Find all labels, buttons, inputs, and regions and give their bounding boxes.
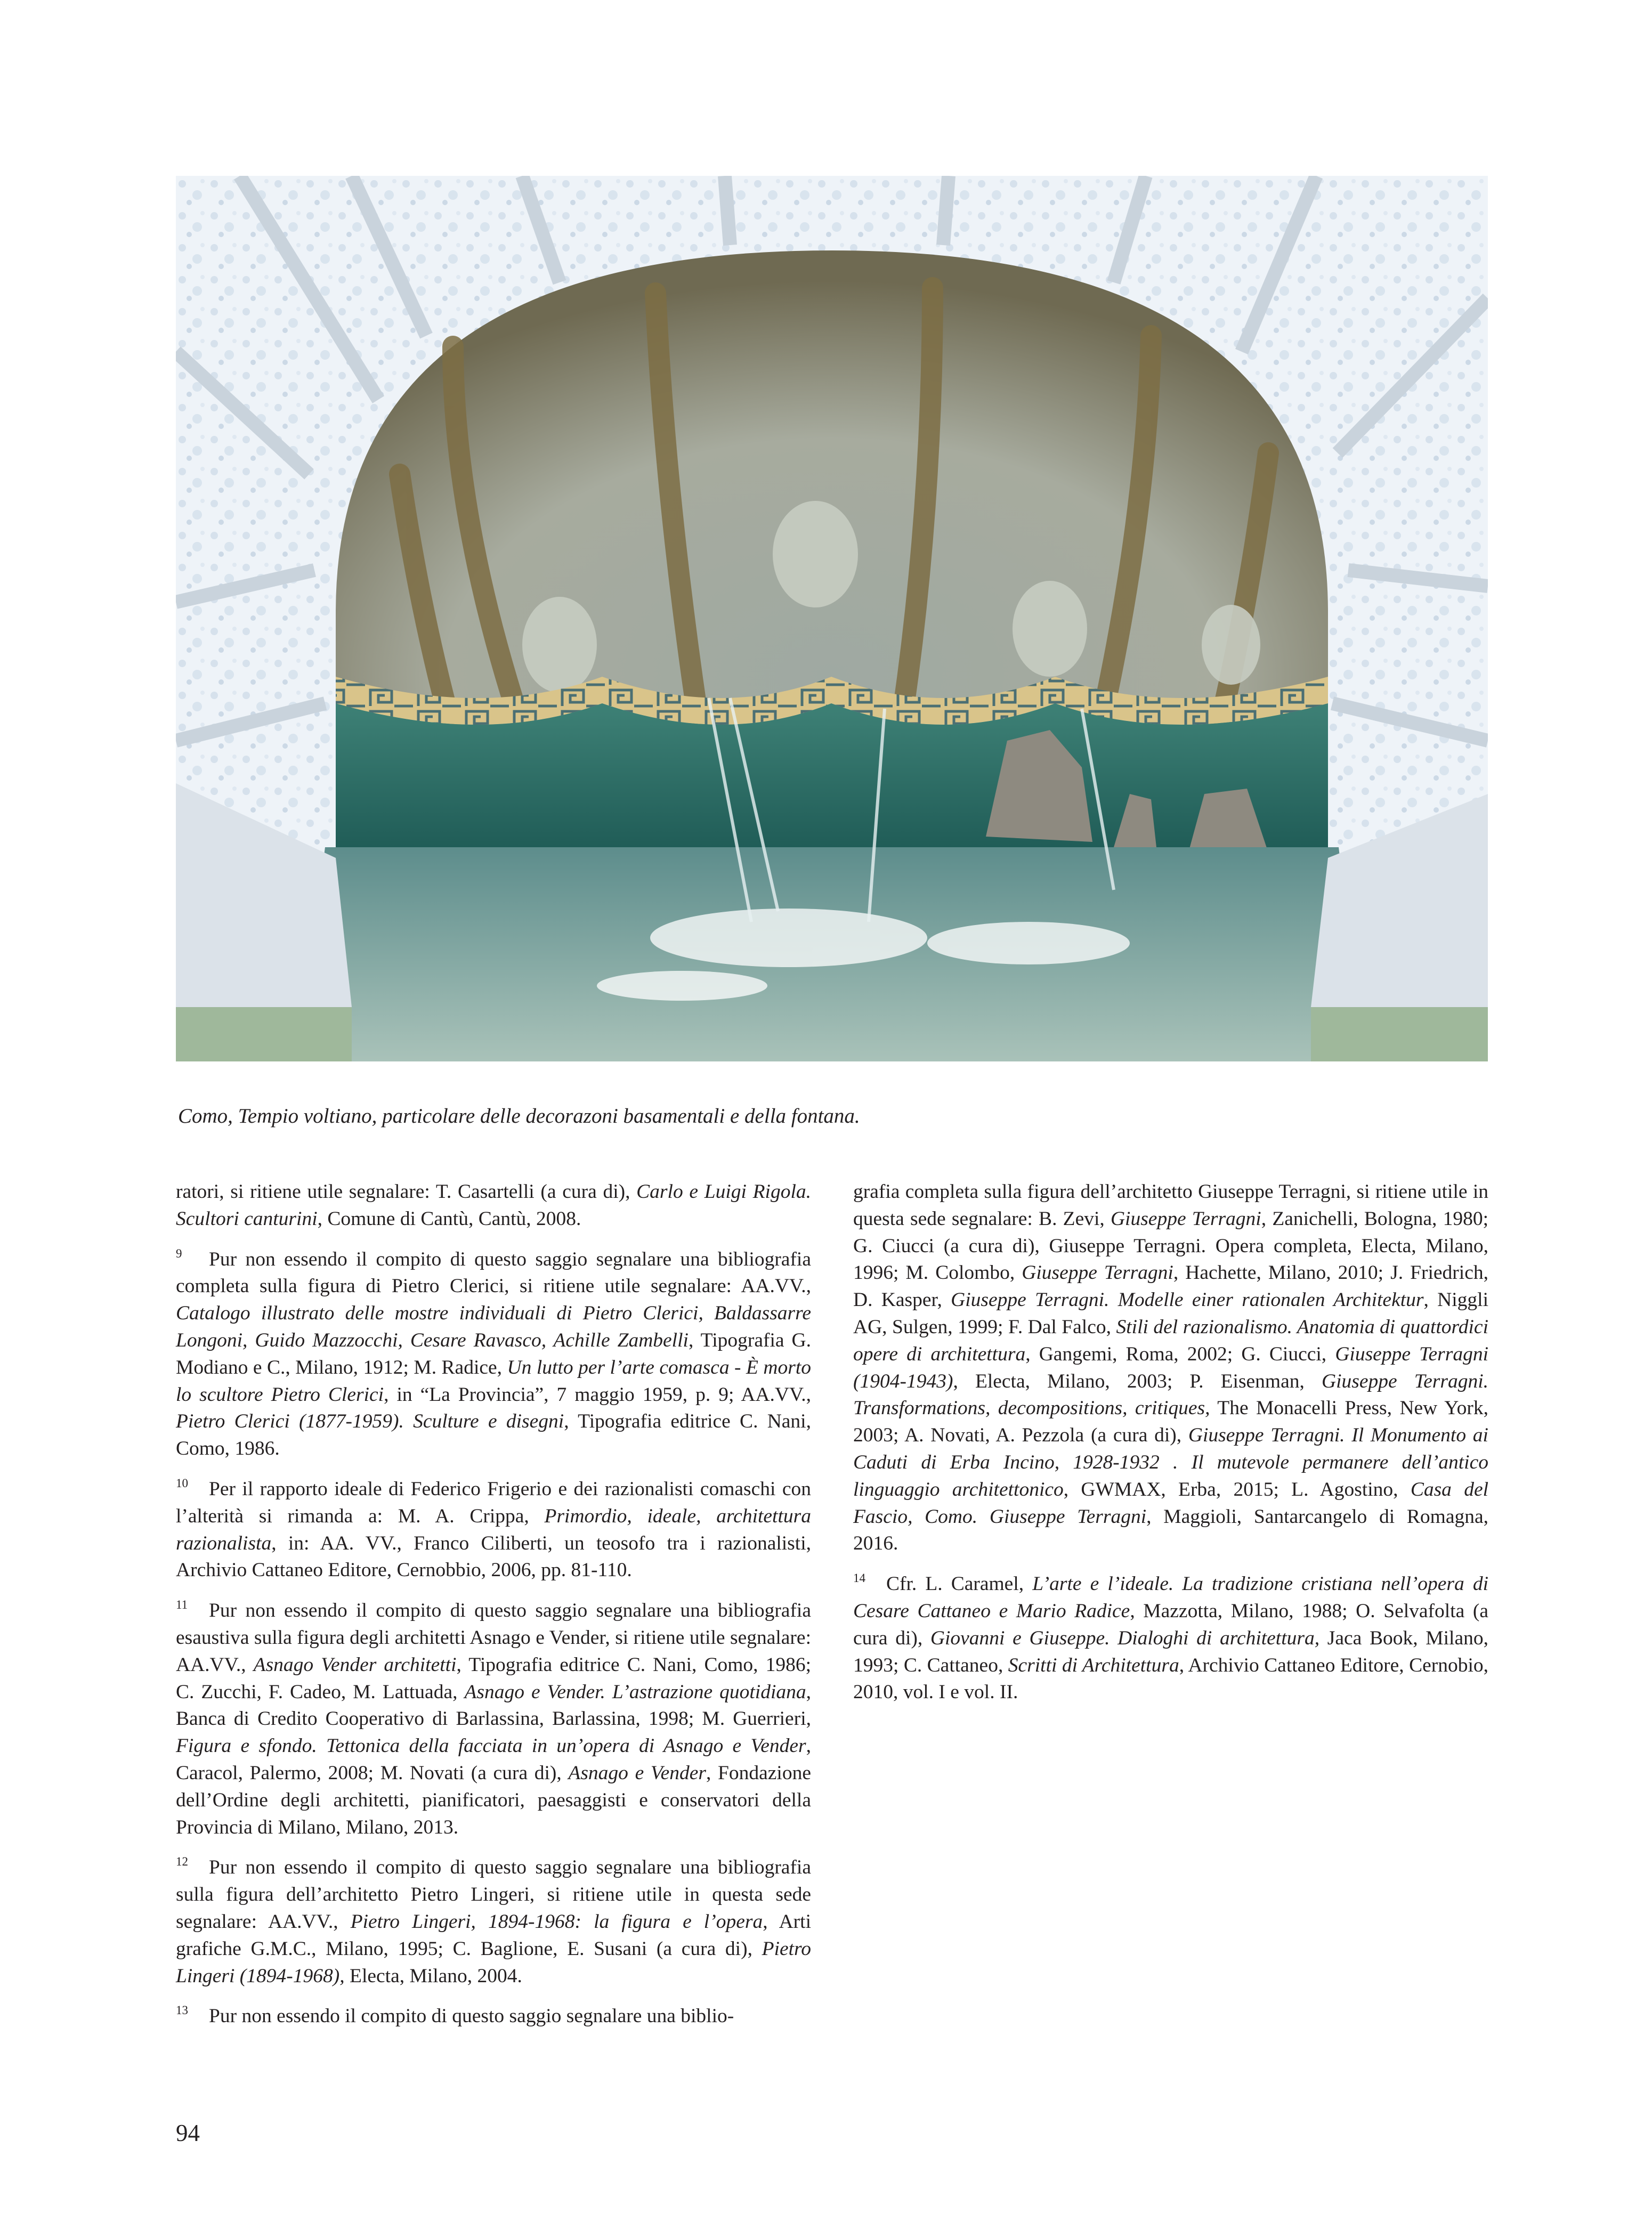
italic-text: Carlo e Luigi Rigola. Scultori canturini bbox=[176, 1181, 811, 1230]
text-run: The Monacelli Press, New York, 2003; A. Novati, A. Pezzola (a cura di), bbox=[853, 1397, 1488, 1447]
text-run: , Tipografia G. Modiano e C., Milano, 1912; M. Radice, bbox=[176, 1329, 811, 1378]
italic-text: Catalogo illustrato delle mostre individuali di Pietro Clerici, Baldassarre Longoni, Guido Mazzocchi, Cesare Ravasco, Achille Zambelli bbox=[176, 1302, 811, 1351]
italic-text: Giuseppe Terragni bbox=[1110, 1207, 1261, 1230]
text-run: Pur non essendo il compito di questo saggio segnalare una biblio- bbox=[209, 2005, 734, 2028]
text-run: Pur non essendo il compito di questo saggio segnalare una bibliografia sulla figura dell’architetto Pietro Lingeri, si ritiene utile in questa sede segnalare: AA.VV., bbox=[176, 1856, 811, 1933]
footnote-number: 12 bbox=[176, 1855, 188, 1869]
figure-caption: Como, Tempio voltiano, particolare delle decorazoni basamentali e della fontana. bbox=[178, 1105, 860, 1128]
footnote bbox=[853, 1565, 1488, 1706]
text-run: , Hachette, Milano, 2010; J. Friedrich, D. Kasper, bbox=[853, 1262, 1488, 1311]
text-run: , Mazzotta, Milano, 1988; O. Selvafolta (a cura di), bbox=[853, 1600, 1488, 1649]
text-run: , Banca di Credito Cooperativo di Barlassina, Barlassina, 1998; M. Guerrieri, bbox=[176, 1681, 811, 1730]
italic-text: Stili del razionalismo. Anatomia di quattordici opere di architettura bbox=[853, 1316, 1488, 1365]
left-column bbox=[176, 1179, 811, 2038]
fountain-illustration bbox=[176, 176, 1488, 1061]
text-run: , Zanichelli, Bologna, 1980; G. Ciucci (a cura di), Giuseppe Terragni. Opera completa, Electa, Milano, 1996; M. Colombo, bbox=[853, 1207, 1488, 1284]
text-run: , Tipografia editrice C. Nani, Como, 1986. bbox=[176, 1410, 811, 1460]
footnote bbox=[176, 1848, 811, 1990]
text-run: Per il rapporto ideale di Federico Frigerio e dei razionalisti comaschi con l’alterità si rimanda a: M. A. Crippa, bbox=[176, 1478, 811, 1527]
text-run: , Arti grafiche G.M.C., Milano, 1995; C. Baglione, E. Susani (a cura di), bbox=[176, 1910, 811, 1960]
footnote bbox=[176, 1470, 811, 1584]
footnote bbox=[176, 1997, 811, 2030]
italic-text: Casa del Fascio, Como. Giuseppe Terragni bbox=[853, 1478, 1489, 1528]
page-number: 94 bbox=[176, 2120, 200, 2146]
text-run: , Tipografia editrice C. Nani, Como, 1986; C. Zucchi, F. Cadeo, M. Lattuada, bbox=[176, 1653, 811, 1703]
right-column bbox=[853, 1179, 1488, 1714]
text-run: , Caracol, Palermo, 2008; M. Novati (a cura di), bbox=[176, 1735, 811, 1784]
italic-text: L’arte e l’ideale. La tradizione cristiana nell’opera di Cesare Cattaneo e Mario Radice bbox=[853, 1573, 1488, 1622]
italic-text: Pietro Lingeri, 1894-1968: la figura e l’opera bbox=[350, 1910, 763, 1933]
italic-text: Pietro Clerici (1877-1959). Sculture e disegni bbox=[176, 1410, 564, 1433]
text-run: grafia completa sulla figura dell’architetto Giuseppe Terragni, si ritiene utile in questa sede segnalare: B. Zevi, bbox=[853, 1181, 1488, 1230]
left-continuation bbox=[176, 1179, 811, 1233]
italic-text: Asnago e Vender. L’astrazione quotidiana bbox=[464, 1681, 806, 1703]
text-run: , Gangemi, Roma, 2002; G. Ciucci, bbox=[1025, 1343, 1335, 1365]
text-run: Jaca Book, Milano, 1993; C. Cattaneo, bbox=[853, 1627, 1488, 1676]
text-run: , in: AA. VV., Franco Ciliberti, un teosofo tra i razionalisti, Archivio Cattaneo Editore, Cernobbio, 2006, pp. 81-110. bbox=[176, 1532, 811, 1582]
italic-text: Giuseppe Terragni. Il Monumento ai Caduti di Erba Incino, 1928-1932 . Il mutevole permanere dell’antico linguaggio architettonico bbox=[853, 1424, 1488, 1501]
italic-text: Giuseppe Terragni (1904-1943) bbox=[853, 1343, 1489, 1392]
text-run: , GWMAX, Erba, 2015; L. Agostino, bbox=[1063, 1478, 1411, 1501]
right-continuation bbox=[853, 1179, 1488, 1558]
text-run: Pur non essendo il compito di questo saggio segnalare una bibliografia completa sulla figura di Pietro Clerici, si ritiene utile segnalare: AA.VV., bbox=[176, 1248, 811, 1297]
text-run: , Archivio Cattaneo Editore, Cernobio, 2010, vol. I e vol. II. bbox=[853, 1654, 1489, 1704]
text-run: Electa, Milano, 2004. bbox=[344, 1965, 522, 1987]
text-run: , Fondazione dell’Ordine degli architetti, pianificatori, paesaggisti e conservatori della Provincia di Milano, Milano, 2013. bbox=[176, 1762, 811, 1838]
italic-text: Giuseppe Terragni. Transformations, decompositions, critiques, bbox=[853, 1370, 1489, 1420]
text-run: , in “La Provincia”, 7 maggio 1959, p. 9; AA.VV., bbox=[384, 1383, 811, 1406]
italic-text: Giuseppe Terragni bbox=[1022, 1262, 1173, 1284]
fountain-photo bbox=[176, 176, 1488, 1061]
italic-text: Un lutto per l’arte comasca - È morto lo scultore Pietro Clerici bbox=[176, 1356, 812, 1406]
footnote bbox=[176, 1240, 811, 1463]
footnote-number: 11 bbox=[176, 1598, 188, 1612]
italic-text: Asnago e Vender bbox=[568, 1762, 706, 1784]
footnote-number: 13 bbox=[176, 2004, 188, 2017]
text-run: , Comune di Cantù, Cantù, 2008. bbox=[317, 1207, 581, 1230]
right-notes bbox=[853, 1565, 1488, 1706]
footnote-number: 10 bbox=[176, 1476, 188, 1490]
italic-text: Scritti di Architettura bbox=[1008, 1654, 1179, 1676]
footnote bbox=[176, 1592, 811, 1841]
italic-text: Giovanni e Giuseppe. Dialoghi di architettura, bbox=[930, 1627, 1320, 1649]
italic-text: Pietro Lingeri (1894-1968), bbox=[176, 1937, 811, 1987]
italic-text: Primordio, ideale, architettura razionalista bbox=[176, 1505, 811, 1554]
italic-text: Giuseppe Terragni. Modelle einer rationalen Architektur bbox=[951, 1289, 1424, 1311]
footnote-number: 9 bbox=[176, 1246, 182, 1260]
text-run: Cfr. L. Caramel, bbox=[886, 1573, 1033, 1595]
left-notes bbox=[176, 1240, 811, 2031]
italic-text: Asnago Vender architetti bbox=[253, 1653, 457, 1676]
text-run: , Electa, Milano, 2003; P. Eisenman, bbox=[953, 1370, 1322, 1392]
text-run: Pur non essendo il compito di questo saggio segnalare una bibliografia esaustiva sulla figura degli architetti Asnago e Vender, si ritiene utile segnalare: AA.VV., bbox=[176, 1600, 811, 1676]
text-run: , Niggli AG, Sulgen, 1999; F. Dal Falco, bbox=[853, 1289, 1489, 1338]
text-run: ratori, si ritiene utile segnalare: T. Casartelli (a cura di), bbox=[176, 1181, 637, 1203]
italic-text: Figura e sfondo. Tettonica della facciata in un’opera di Asnago e Vender bbox=[176, 1735, 806, 1757]
text-run: , Maggioli, Santarcangelo di Romagna, 2016. bbox=[853, 1505, 1488, 1555]
footnote-number: 14 bbox=[853, 1571, 865, 1585]
